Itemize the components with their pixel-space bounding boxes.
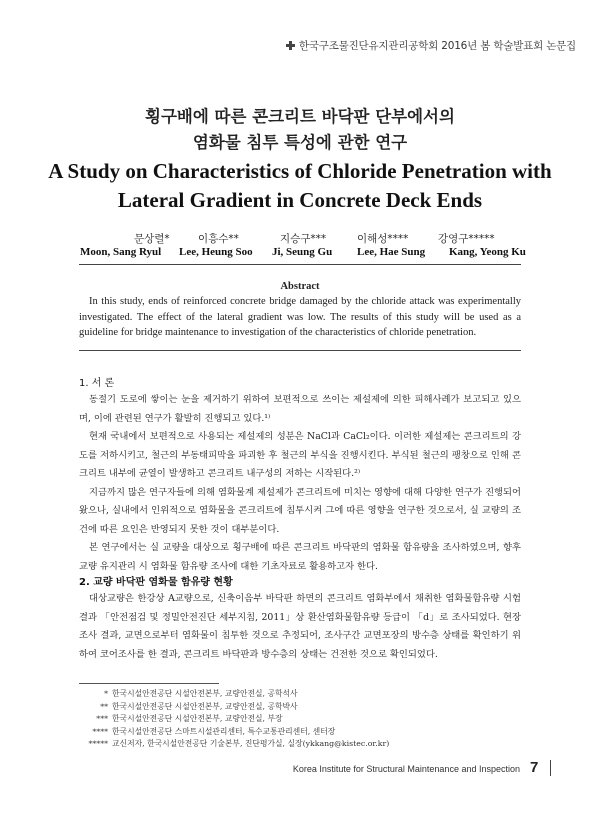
section-1-body [79, 391, 521, 576]
footnote: *** 한국시설안전공단 시설안전본부, 교량안전실, 부장 [96, 714, 283, 724]
author-kr-1: 문상렬* [134, 233, 170, 245]
page-number-bar [550, 760, 551, 776]
footnote: **** 한국시설안전공단 스마트시설관리센터, 특수교통관리센터, 센터장 [92, 726, 336, 736]
author-en-5: Kang, Yeong Ku [449, 246, 526, 258]
footnotes [79, 688, 389, 751]
korean-title-line-1: 횡구배에 따른 콘크리트 바닥판 단부에서의 [145, 107, 455, 126]
page-number: 7 [530, 759, 539, 776]
author-kr-2: 이흥수** [198, 233, 239, 245]
korean-title-line-2: 염화물 침투 특성에 관한 연구 [192, 133, 408, 152]
english-title-line-1: A Study on Characteristics of Chloride Penetration with [48, 159, 552, 183]
running-header [286, 38, 576, 53]
author-kr-4: 이해성**** [357, 233, 409, 245]
english-title-line-2: Lateral Gradient in Concrete Deck Ends [117, 188, 483, 212]
section-1-paragraph: 동절기 도로에 쌓이는 눈을 제거하기 위하여 보편적으로 쓰이는 제설제에 의한 피해사례가 보고되고 있으며, 이에 관련된 연구가 활발히 진행되고 있다.¹⁾ [79, 394, 521, 424]
author-kr-3: 지승구*** [280, 233, 327, 245]
author-en-2: Lee, Heung Soo [179, 246, 253, 258]
footnote-rule [79, 683, 219, 684]
running-header-text: 한국구조물진단유지관리공학회 2016년 봄 학술발표회 논문집 [298, 40, 576, 52]
plus-icon [286, 41, 295, 50]
section-1-heading: 1. 서 론 [79, 378, 115, 389]
author-en-3: Ji, Seung Gu [272, 246, 333, 258]
author-rule [79, 264, 521, 265]
section-1-paragraph: 현재 국내에서 보편적으로 사용되는 제설제의 성분은 NaCl과 CaCl₂이다. 이러한 제설제는 콘크리트의 강도를 저하시키고, 철근의 부동태피막을 파괴한 후 철근의 부식을 진행시킨다. 부식된 철근의 팽창으로 인해 콘크리트 내부에 균열이 발생하고 콘크리트 내구성의 저하는 시작된다.²⁾ [79, 431, 521, 479]
abstract-rule [79, 350, 521, 351]
footer-text: Korea Institute for Structural Maintenance and Inspection [292, 764, 520, 774]
abstract-body: In this study, ends of reinforced concrete bridge damaged by the chloride attack was experimentally investigated. The effect of the lateral gradient was low. The results of this study will be used as a guideline for bridge maintenance to investigation of the characteristics of chloride penetration. [79, 296, 521, 338]
author-en-4: Lee, Hae Sung [357, 246, 426, 258]
author-kr-5: 강영구***** [438, 233, 495, 245]
section-2-body [79, 590, 521, 664]
section-1-paragraph: 본 연구에서는 실 교량을 대상으로 횡구배에 따른 콘크리트 바닥판의 염화물 함유량을 조사하였으며, 향후 교량 유지관리 시 염화물 함유량 조사에 대한 기초자료로 활용하고자 한다. [79, 542, 521, 572]
abstract-title: Abstract [280, 281, 320, 292]
section-2-heading: 2. 교량 바닥판 염화물 함유량 현황 [79, 577, 233, 588]
footnote: ***** 교신저자, 한국시설안전공단 기술본부, 진단평가실, 실장(ykkang@kistec.or.kr) [88, 739, 390, 749]
section-2-paragraph: 대상교량은 한강상 A교량으로, 신축이음부 바닥판 하면의 콘크리트 염화부에서 채취한 염화물함유량 시험 결과 「안전점검 및 정밀안전진단 세부지침, 2011」상 환산염화물함유량 등급이 「d」로 조사되었다. 현장조사 결과, 교면으로부터 염화물이 침투한 것으로 추정되어, 조사구간 교면포장의 방수층 상태를 확인하기 위하여 코어조사를 한 결과, 콘크리트 바닥판과 방수층의 상태는 건전한 것으로 확인되었다. [79, 593, 521, 660]
footnote: * 한국시설안전공단 시설안전본부, 교량안전실, 공학석사 [104, 689, 298, 698]
author-en-1: Moon, Sang Ryul [80, 246, 162, 258]
section-1-paragraph: 지금까지 많은 연구자들에 의해 염화물계 제설제가 콘크리트에 미치는 영향에 대해 다양한 연구가 진행되어 왔으나, 실내에서 인위적으로 염화물을 콘크리트에 침투시켜 그에 따른 영향을 연구한 것으로서, 실 교량의 조건에 따른 요인은 반영되지 못한 것이 대부분이다. [79, 486, 521, 535]
footnote: ** 한국시설안전공단 시설안전본부, 교량안전실, 공학박사 [100, 701, 298, 711]
